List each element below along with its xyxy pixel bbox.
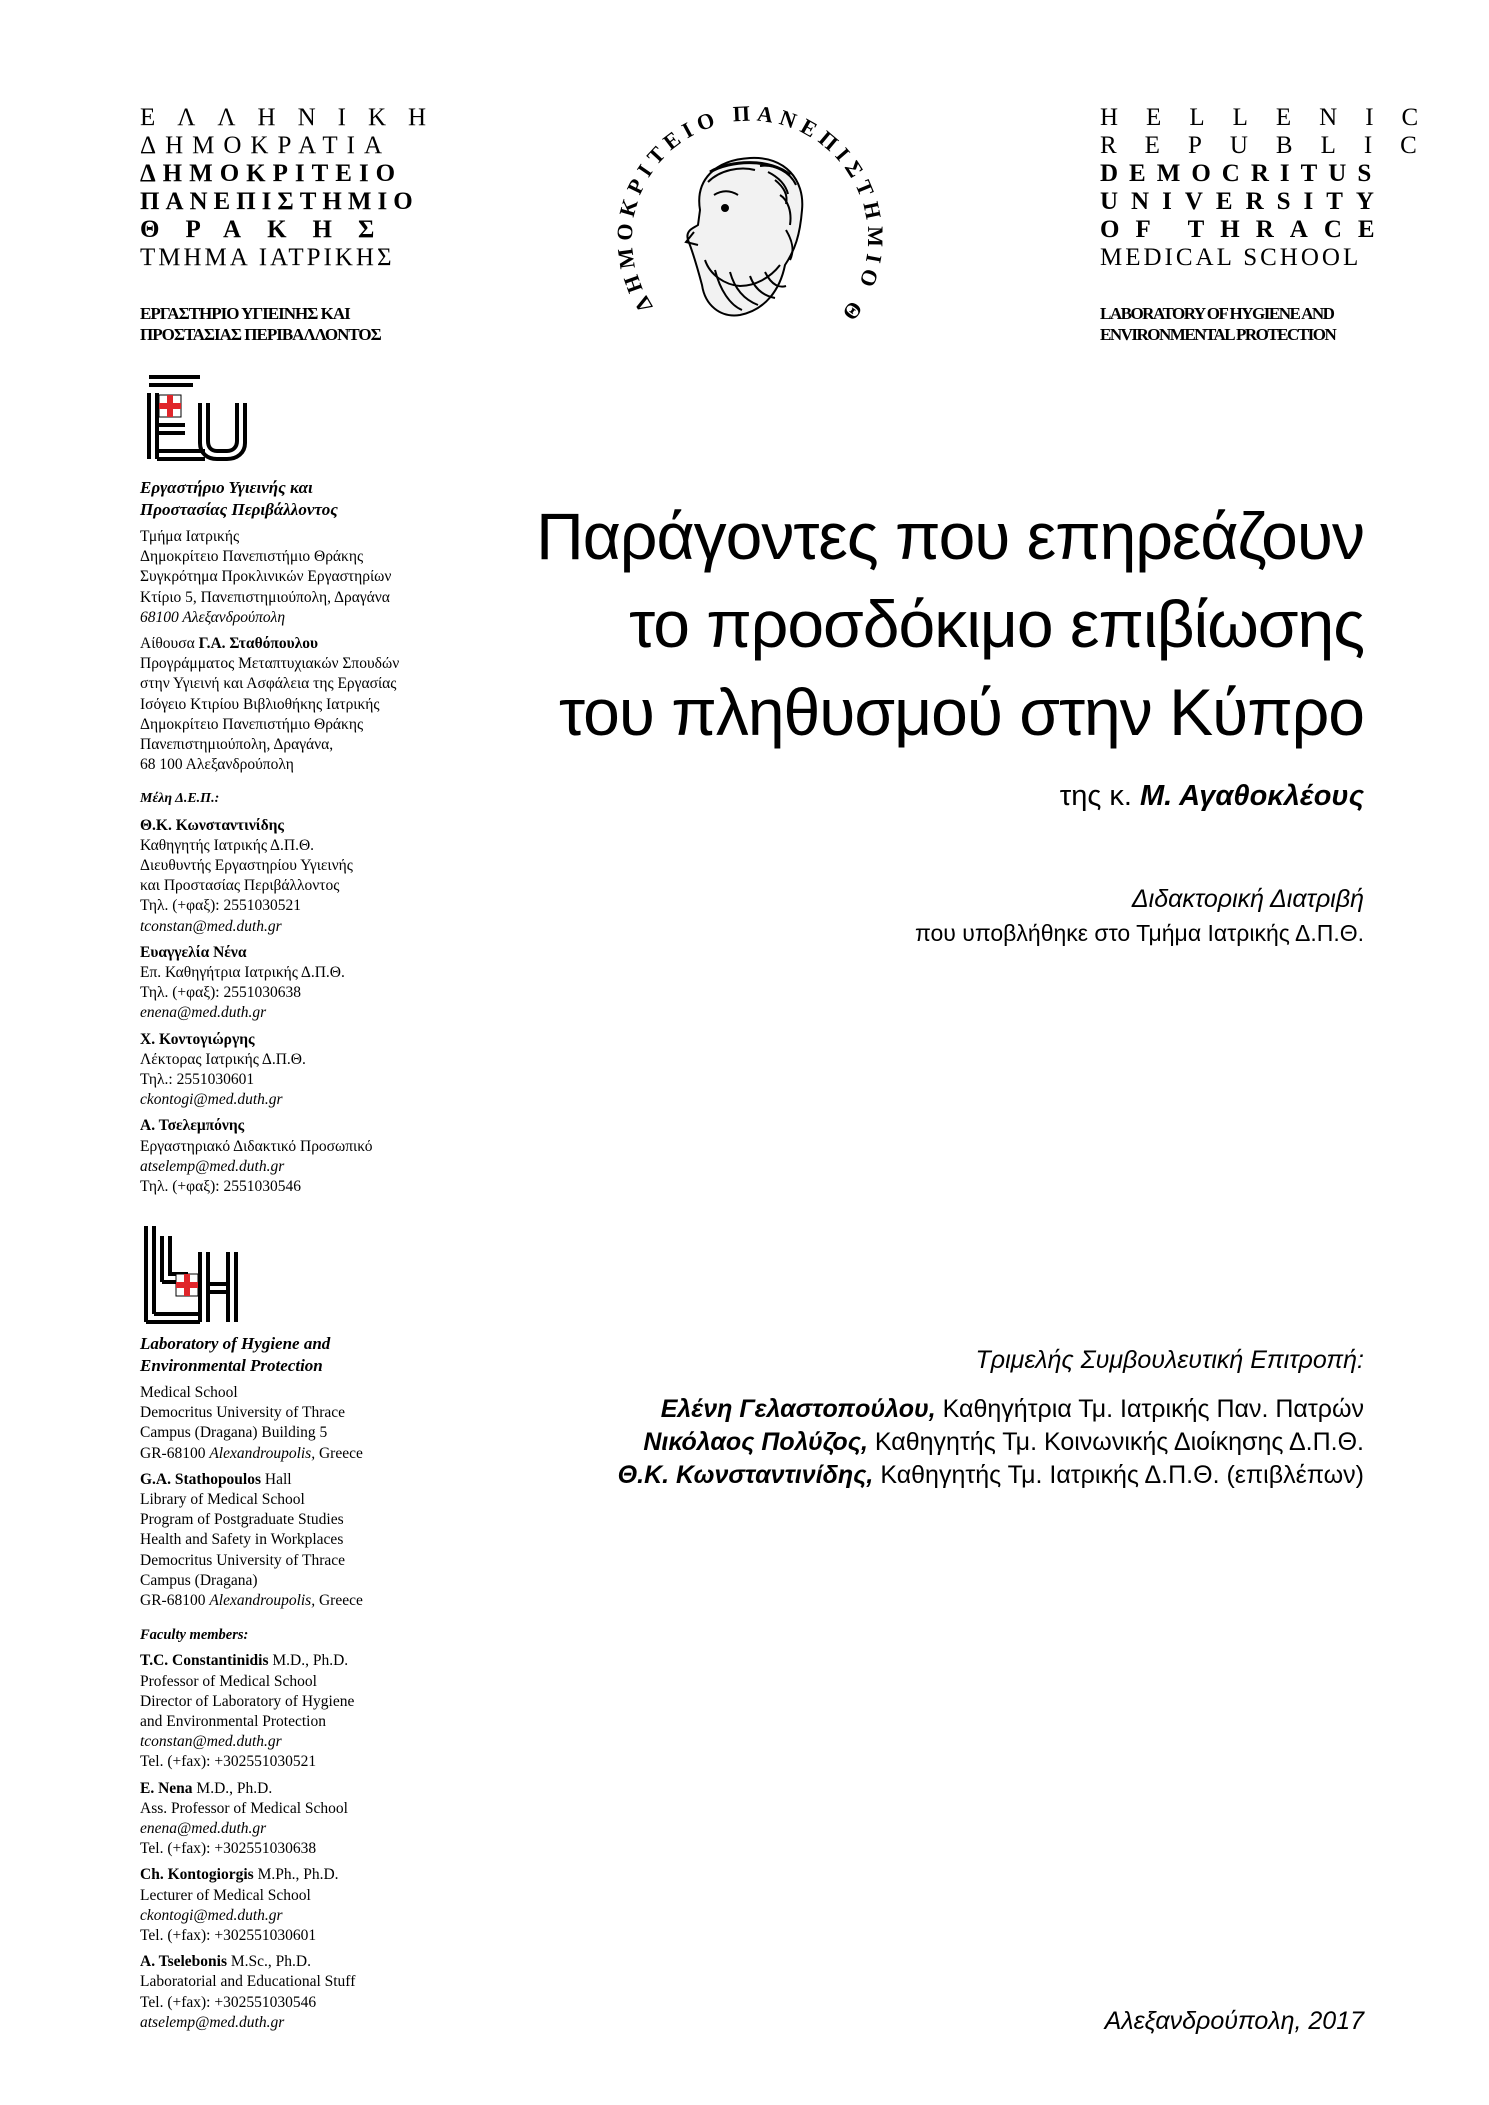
committee-member-name: Θ.Κ. Κωνσταντινίδης, <box>617 1461 874 1489</box>
header-english-line: OF THRACE <box>1100 216 1391 243</box>
committee-member-role: Καθηγήτρια Τμ. Ιατρικής Παν. Πατρών <box>935 1395 1364 1423</box>
address-line-en <box>140 1444 363 1464</box>
title-line: Παράγοντες που επηρεάζουν <box>536 499 1364 573</box>
city: Alexandroupolis, <box>209 1444 316 1462</box>
lab-hygiene-logo-lh-icon <box>140 1222 240 1327</box>
member-line: Τηλ. (+φαξ): 2551030638 <box>140 984 301 1002</box>
member-email[interactable]: enena@med.duth.gr <box>140 1004 267 1022</box>
header-greek-line: ΔΗΜΟΚΡΙΤΕΙΟ <box>140 160 403 187</box>
hall-line-en: Health and Safety in Workplaces <box>140 1531 344 1549</box>
address-line: Συγκρότημα Προκλινικών Εργαστηρίων <box>140 568 392 586</box>
thesis-type: Διδακτορική Διατριβή <box>1131 885 1364 913</box>
hall-name-en: G.A. Stathopoulos <box>140 1470 262 1488</box>
member-email[interactable]: ckontogi@med.duth.gr <box>140 1091 283 1109</box>
committee-member <box>618 1426 1364 1459</box>
author-line <box>1060 780 1364 813</box>
faculty-line: Professor of Medical School <box>140 1672 317 1690</box>
member-email[interactable]: tconstan@med.duth.gr <box>140 917 282 935</box>
title-line: του πληθυσμού στην Κύπρο <box>559 675 1364 749</box>
hall-line-en <box>140 1591 363 1611</box>
member-email[interactable]: atselemp@med.duth.gr <box>140 1157 285 1175</box>
city-prefix: GR-68100 <box>140 1444 210 1462</box>
committee-member-role: Καθηγητής Τμ. Ιατρικής Δ.Π.Θ. (επιβλέπων) <box>873 1461 1364 1489</box>
sidebar-greek <box>140 477 399 1197</box>
faculty-email[interactable]: atselemp@med.duth.gr <box>140 2013 285 2031</box>
faculty-name-line <box>140 1651 363 1671</box>
header-english-line: REPUBLIC <box>1100 132 1445 159</box>
member-line: Επ. Καθηγήτρια Ιατρικής Δ.Π.Θ. <box>140 964 345 982</box>
hall-line: 68 100 Αλεξανδρούπολη <box>140 756 294 774</box>
hall-suffix: Hall <box>261 1470 292 1488</box>
address-line-en: Democritus University of Thrace <box>140 1404 346 1422</box>
address-line: 68100 Αλεξανδρούπολη <box>140 608 286 626</box>
hall-line: στην Υγιεινή και Ασφάλεια της Εργασίας <box>140 675 397 693</box>
member-line: Διευθυντής Εργαστηρίου Υγιεινής <box>140 857 353 875</box>
faculty-tel: Tel. (+fax): +302551030521 <box>140 1753 317 1771</box>
hall-line-en <box>140 1470 363 1490</box>
place-date: Αλεξανδρούπολη, 2017 <box>1104 2007 1364 2035</box>
faculty-degree: M.Ph., Ph.D. <box>253 1866 339 1884</box>
seal-portrait <box>686 158 802 316</box>
committee-member-name: Ελένη Γελαστοπούλου, <box>660 1395 936 1423</box>
hall-prefix: Αίθουσα <box>140 635 199 653</box>
header-greek-lab-line: ΠΡΟΣΤΑΣΙΑΣ ΠΕΡΙΒΑΛΛΟΝΤΟΣ <box>140 325 381 344</box>
faculty-line: Lecturer of Medical School <box>140 1886 311 1904</box>
sidebar-english <box>140 1333 363 2033</box>
sidebar-lab-name-en: Environmental Protection <box>140 1356 323 1375</box>
faculty-name-line <box>140 1779 363 1799</box>
faculty-degree: M.D., Ph.D. <box>268 1652 349 1670</box>
faculty-tel: Tel. (+fax): +302551030546 <box>140 1993 317 2011</box>
faculty-name: T.C. Constantinidis <box>140 1652 269 1670</box>
university-seal <box>590 100 900 340</box>
address-line-en: Medical School <box>140 1384 238 1401</box>
faculty-degree: M.Sc., Ph.D. <box>227 1953 311 1971</box>
header-greek-line: ΕΛΛΗΝΙΚΗ <box>140 104 449 131</box>
hall-line: Πανεπιστημιούπολη, Δραγάνα, <box>140 736 334 754</box>
faculty-name: E. Nena <box>140 1779 193 1797</box>
header-greek-lab-line: ΕΡΓΑΣΤΗΡΙΟ ΥΓΙΕΙΝΗΣ ΚΑΙ <box>140 304 350 323</box>
lab-logo-bottom <box>140 1222 240 1327</box>
hall-line-en: Democritus University of Thrace <box>140 1551 346 1569</box>
title-line: το προσδόκιμο επιβίωσης <box>629 587 1364 661</box>
member-line: Τηλ.: 2551030601 <box>140 1071 255 1089</box>
hall-name: Γ.Α. Σταθόπουλου <box>198 635 319 653</box>
header-english-lab <box>1100 303 1335 345</box>
faculty-email[interactable]: ckontogi@med.duth.gr <box>140 1906 283 1924</box>
faculty-name-line <box>140 1865 363 1885</box>
header-greek <box>140 104 448 272</box>
hall-line <box>140 634 399 654</box>
header-english <box>1100 104 1446 272</box>
member-name: Χ. Κοντογιώργης <box>140 1030 255 1048</box>
city: Alexandroupolis, <box>209 1592 316 1610</box>
member-name: Θ.Κ. Κωνσταντινίδης <box>140 816 284 834</box>
address-line-en: Campus (Dragana) Building 5 <box>140 1424 328 1442</box>
faculty-tel: Tel. (+fax): +302551030638 <box>140 1840 317 1858</box>
faculty-line: Ass. Professor of Medical School <box>140 1799 348 1817</box>
member-name: Ευαγγελία Νένα <box>140 943 247 961</box>
header-greek-line: ΔΗΜΟΚΡΑΤΙΑ <box>140 132 392 159</box>
faculty-line: and Environmental Protection <box>140 1713 326 1731</box>
faculty-name: Ch. Kontogiorgis <box>140 1866 254 1884</box>
faculty-email[interactable]: tconstan@med.duth.gr <box>140 1733 282 1751</box>
country: Greece <box>315 1444 363 1462</box>
address-line: Κτίριο 5, Πανεπιστημιούπολη, Δραγάνα <box>140 588 390 606</box>
faculty-name-line <box>140 1952 363 1972</box>
faculty-name: A. Tselebonis <box>140 1953 228 1971</box>
hall-line-en: Library of Medical School <box>140 1491 305 1509</box>
sidebar-lab-name: Εργαστήριο Υγιεινής και <box>140 478 313 497</box>
header-greek-line: ΤΜΗΜΑ ΙΑΤΡΙΚΗΣ <box>140 244 395 271</box>
faculty-line: Director of Laboratory of Hygiene <box>140 1692 355 1710</box>
hall-line-en: Campus (Dragana) <box>140 1571 258 1589</box>
member-name: Α. Τσελεμπόνης <box>140 1117 245 1135</box>
header-greek-line: ΠΑΝΕΠΙΣΤΗΜΙΟ <box>140 188 419 215</box>
faculty-heading: Faculty members: <box>140 1627 249 1644</box>
lab-logo-top <box>145 373 255 463</box>
hall-line: Προγράμματος Μεταπτυχιακών Σπουδών <box>140 655 400 673</box>
address-line: Δημοκρίτειο Πανεπιστήμιο Θράκης <box>140 548 364 566</box>
header-greek-lab <box>140 303 381 345</box>
member-line: Τηλ. (+φαξ): 2551030546 <box>140 1178 301 1196</box>
faculty-email[interactable]: enena@med.duth.gr <box>140 1820 267 1838</box>
author-prefix: της κ. <box>1059 780 1140 812</box>
hall-line-en: Program of Postgraduate Studies <box>140 1511 344 1529</box>
lab-hygiene-logo-icon <box>145 373 255 463</box>
header-english-lab-line: LABORATORY OF HYGIENE AND <box>1100 304 1334 323</box>
sidebar-lab-name-en: Laboratory of Hygiene and <box>140 1334 331 1353</box>
member-line: Τηλ. (+φαξ): 2551030521 <box>140 897 301 915</box>
header-english-line: HELLENIC <box>1100 104 1447 131</box>
member-line: Καθηγητής Ιατρικής Δ.Π.Θ. <box>140 836 315 854</box>
header-greek-line: ΘΡΑΚΗΣ <box>140 216 401 243</box>
hall-line: Ισόγειο Κτιρίου Βιβλιοθήκης Ιατρικής <box>140 695 380 713</box>
sidebar-lab-name: Προστασίας Περιβάλλοντος <box>140 500 338 519</box>
header-english-line: DEMOCRITUS <box>1100 160 1383 187</box>
city-prefix: GR-68100 <box>140 1592 210 1610</box>
thesis-title <box>536 492 1364 756</box>
member-line: και Προστασίας Περιβάλλοντος <box>140 877 340 895</box>
header-english-line: UNIVERSITY <box>1100 188 1387 215</box>
democritus-seal-icon <box>590 100 900 340</box>
members-heading: Μέλη Δ.Ε.Π.: <box>140 791 220 807</box>
faculty-line: Laboratorial and Educational Stuff <box>140 1973 356 1991</box>
hall-line: Δημοκρίτειο Πανεπιστήμιο Θράκης <box>140 715 364 733</box>
thesis-submitted: που υποβλήθηκε στο Τμήμα Ιατρικής Δ.Π.Θ. <box>914 920 1364 946</box>
faculty-degree: M.D., Ph.D. <box>192 1779 273 1797</box>
committee-heading: Τριμελής Συμβουλευτική Επιτροπή: <box>975 1346 1364 1374</box>
header-english-lab-line: ENVIRONMENTAL PROTECTION <box>1100 325 1336 344</box>
member-line: Λέκτορας Ιατρικής Δ.Π.Θ. <box>140 1050 306 1068</box>
country: Greece <box>315 1592 363 1610</box>
faculty-tel: Tel. (+fax): +302551030601 <box>140 1927 317 1945</box>
committee-member-role: Καθηγητής Τμ. Κοινωνικής Διοίκησης Δ.Π.Θ. <box>867 1428 1364 1456</box>
header-english-line: MEDICAL SCHOOL <box>1100 244 1362 271</box>
member-line: Εργαστηριακό Διδακτικό Προσωπικό <box>140 1137 373 1155</box>
address-line: Τμήμα Ιατρικής <box>140 528 240 545</box>
committee-list <box>618 1393 1364 1492</box>
committee-member-name: Νικόλαος Πολύζος, <box>643 1428 868 1456</box>
committee-member <box>618 1459 1364 1492</box>
author-name: Μ. Αγαθοκλέους <box>1139 780 1364 812</box>
seal-ring-text: ΔΗΜΟΚΡΙΤΕΙΟ ΠΑΝΕΠΙΣΤΗΜΙΟ Θ <box>611 100 889 331</box>
committee-member <box>618 1393 1364 1426</box>
